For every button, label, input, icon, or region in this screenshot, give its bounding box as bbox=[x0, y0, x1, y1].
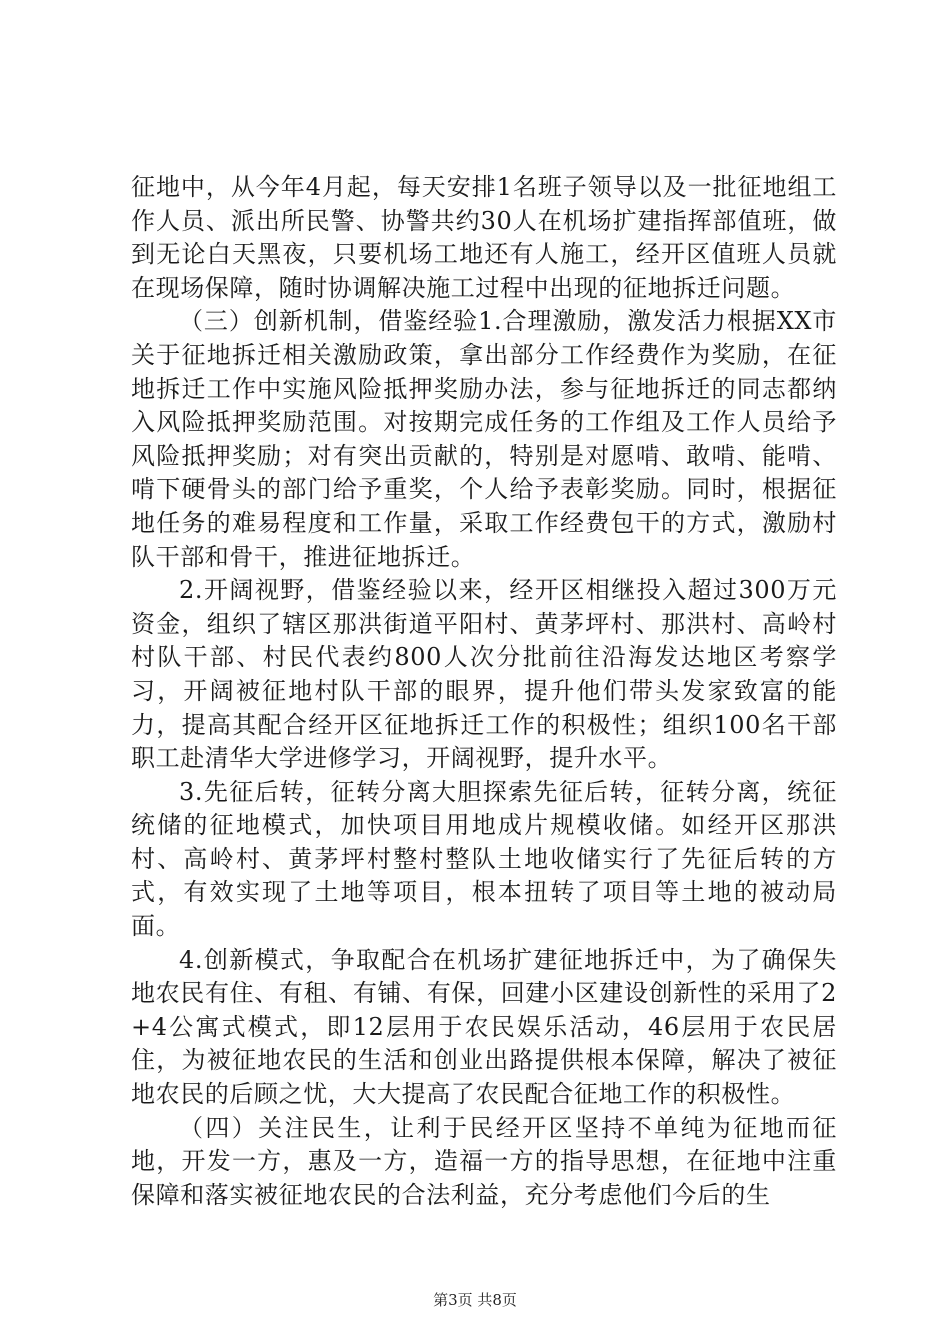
paragraph-item-three: 3.先征后转，征转分离大胆探索先征后转，征转分离，统征统储的征地模式，加快项目用地成片规模收储。如经开区那洪村、高岭村、黄茅坪村整村整队土地收储实行了先征后转的方式，有效实现了土地等项目，根本扭转了项目等土地的被动局面。 bbox=[131, 777, 837, 941]
paragraph-continuation: 征地中，从今年4月起，每天安排1名班子领导以及一批征地组工作人员、派出所民警、协警共约30人在机场扩建指挥部值班，做到无论白天黑夜，只要机场工地还有人施工，经开区值班人员就在现场保障，随时协调解决施工过程中出现的征地拆迁问题。 bbox=[131, 173, 837, 302]
paragraph-item-two: 2.开阔视野，借鉴经验以来，经开区相继投入超过300万元资金，组织了辖区那洪街道平阳村、黄茅坪村、那洪村、高岭村村队干部、村民代表约800人次分批前往沿海发达地区考察学习，开阔被征地村队干部的眼界，提升他们带头发家致富的能力，提高其配合经开区征地拆迁工作的积极性；组织100名干部职工赴清华大学进修学习，开阔视野，提升水平。 bbox=[131, 576, 837, 773]
page-number-footer: 第3页 共8页 bbox=[433, 1291, 517, 1309]
paragraph-item-four: 4.创新模式，争取配合在机场扩建征地拆迁中，为了确保失地农民有住、有租、有铺、有保，回建小区建设创新性的采用了2+4公寓式模式，即12层用于农民娱乐活动，46层用于农民居住，为被征地农民的生活和创业出路提供根本保障，解决了被征地农民的后顾之忧，大大提高了农民配合征地工作的积极性。 bbox=[131, 945, 837, 1109]
document-body bbox=[131, 171, 837, 1212]
paragraph-section-four: （四）关注民生，让利于民经开区坚持不单纯为征地而征地，开发一方，惠及一方，造福一方的指导思想，在征地中注重保障和落实被征地农民的合法利益，充分考虑他们今后的生 bbox=[131, 1113, 837, 1209]
paragraph-section-three: （三）创新机制，借鉴经验1.合理激励，激发活力根据XX市关于征地拆迁相关激励政策，拿出部分工作经费作为奖励，在征地拆迁工作中实施风险抵押奖励办法，参与征地拆迁的同志都纳入风险抵押奖励范围。对按期完成任务的工作组及工作人员给予风险抵押奖励；对有突出贡献的，特别是对愿啃、敢啃、能啃、啃下硬骨头的部门给予重奖，个人给予表彰奖励。同时，根据征地任务的难易程度和工作量，采取工作经费包干的方式，激励村队干部和骨干，推进征地拆迁。 bbox=[131, 307, 837, 571]
